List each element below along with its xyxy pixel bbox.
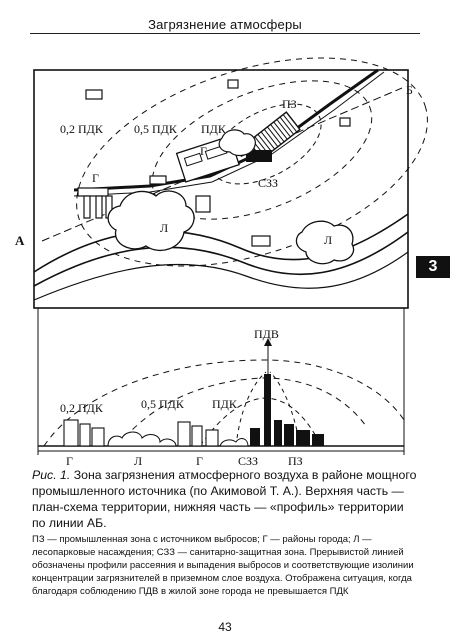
page-number: 43 xyxy=(218,620,232,634)
profile-label-pdv: ПДВ xyxy=(254,327,279,341)
building-6 xyxy=(252,236,270,246)
running-header xyxy=(30,0,420,33)
industrial-zone-buildings xyxy=(250,420,324,446)
plan-label-02-mpc: 0,2 ПДК xyxy=(60,122,103,136)
forest-park-1 xyxy=(108,191,194,250)
plan-label-mpc: ПДК xyxy=(201,122,226,136)
plan-label-l1: Л xyxy=(160,221,169,235)
profile-label-05-mpc: 0,5 ПДК xyxy=(141,397,184,411)
profile-label-l: Л xyxy=(134,454,143,465)
profile-label-02-mpc: 0,2 ПДК xyxy=(60,401,103,415)
profile-label-szz: СЗЗ xyxy=(238,454,259,465)
plan-label-g2: Г xyxy=(200,144,207,158)
smokestack xyxy=(264,374,271,446)
building-4 xyxy=(150,176,166,184)
building-1 xyxy=(86,90,102,99)
plan-label-point-a: А xyxy=(15,233,25,248)
plan-label-05-mpc: 0,5 ПДК xyxy=(134,122,177,136)
chapter-tab: 3 xyxy=(416,256,450,278)
running-header-title: Загрязнение атмосферы xyxy=(148,17,302,32)
plan-scheme xyxy=(15,40,450,308)
figure xyxy=(0,40,450,465)
plan-label-l2: Л xyxy=(324,233,333,247)
city-district-1-buildings xyxy=(78,188,112,218)
figure-caption xyxy=(32,467,420,531)
building-2 xyxy=(228,80,238,88)
header-rule xyxy=(30,33,420,34)
river-bank-far xyxy=(34,252,408,300)
profile-label-pz: ПЗ xyxy=(288,454,303,465)
plan-label-szz: СЗЗ xyxy=(258,176,279,190)
profile-label-g2: Г xyxy=(196,454,203,465)
building-3 xyxy=(340,118,350,126)
plan-label-point-b: Б xyxy=(406,83,413,97)
figure-caption-number: Рис. 1. xyxy=(32,468,71,482)
profile-label-mpc: ПДК xyxy=(212,397,237,411)
profile-section xyxy=(38,327,404,465)
plan-label-pz: ПЗ xyxy=(282,97,297,111)
profile-label-g1: Г xyxy=(66,454,73,465)
figure-caption-text: Зона загрязнения атмосферного воздуха в районе мощного промышленного источника (по Акимовой Т. А.). Верхняя часть — план-схема территории, нижняя часть — «профиль» территории по линии АБ. xyxy=(32,468,417,530)
plan-label-g1: Г xyxy=(92,171,99,185)
figure-legend: ПЗ — промышленная зона с источником выбросов; Г — районы города; Л — лесопарковые насаждения; СЗЗ — санитарно-защитная зона. Прерывистой линией обозначены профили рассеяния и выпадения выбросов и соответствующие изолинии концентрации загрязнителей в приземном слое воздуха. Отображена ситуация, когда благодаря соблюдению ПДВ в жилой зоне города не превышается ПДК xyxy=(32,534,414,597)
building-5 xyxy=(196,196,210,212)
